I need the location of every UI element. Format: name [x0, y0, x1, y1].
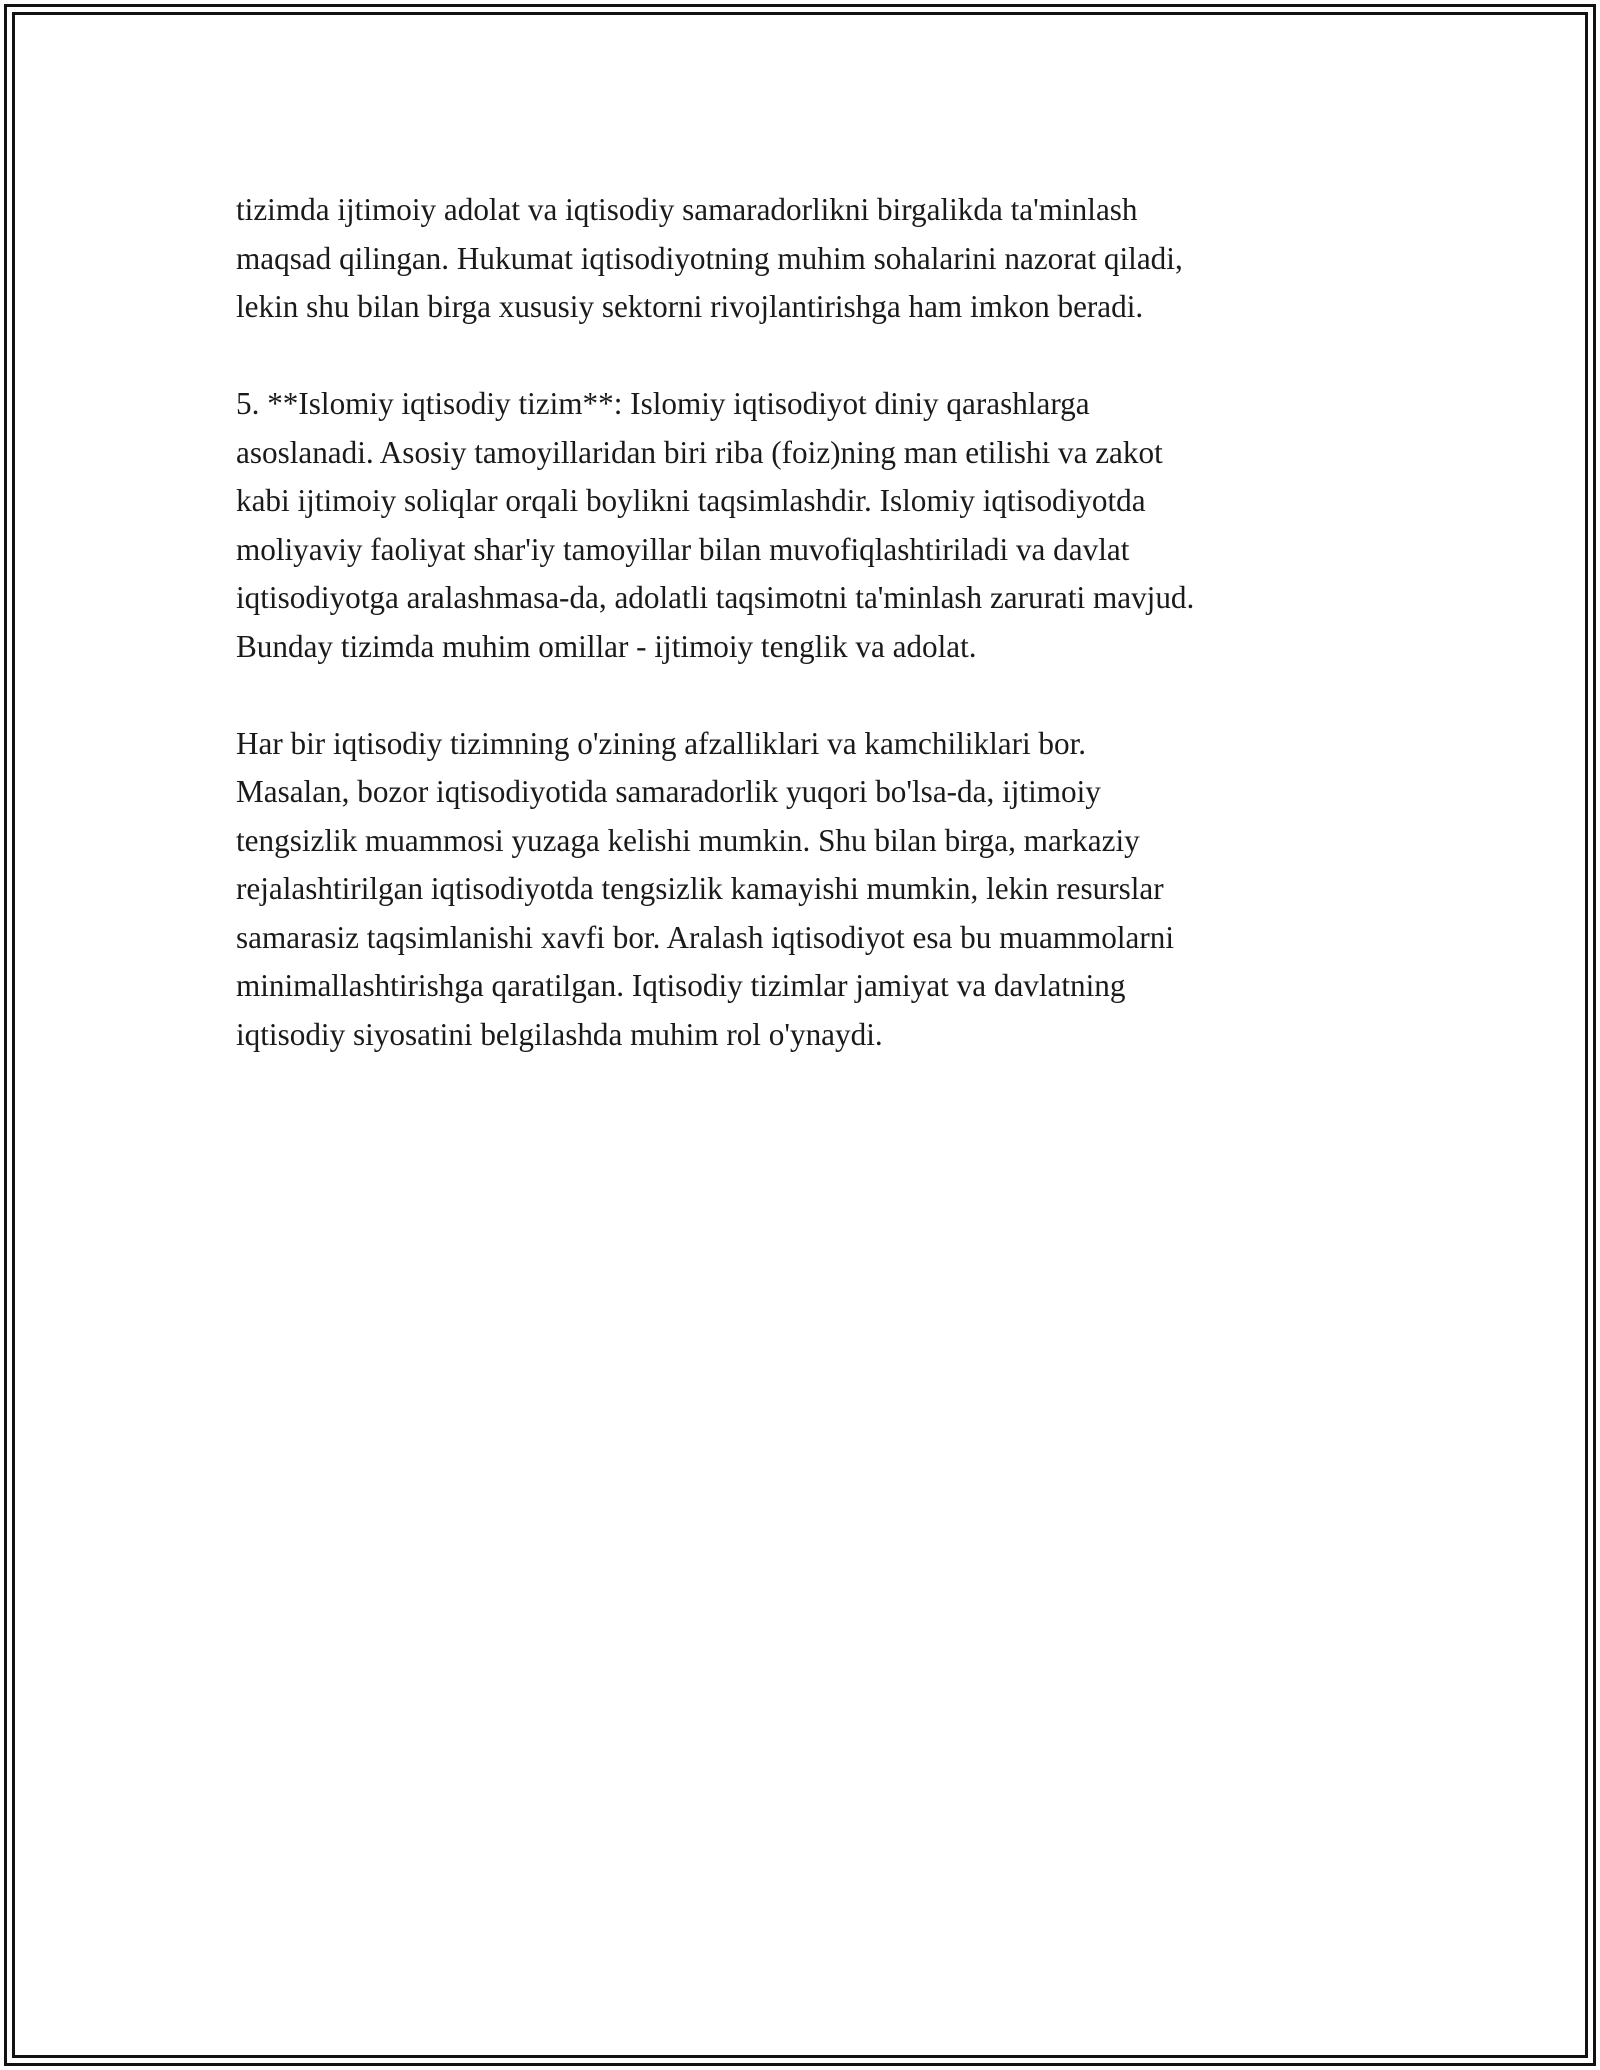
paragraph-islamic-economic-system: 5. **Islomiy iqtisodiy tizim**: Islomiy iqtisodiyot diniy qarashlarga asoslanadi. Asosiy tamoyillaridan biri riba (foiz)ning man etilishi va zakot kabi ijtimoiy soliqlar orqali boylikni taqsimlashdir. Islomiy iqtisodiyotda moliyaviy faoliyat shar'iy tamoyillar bilan muvofiqlashtiriladi va davlat iqtisodiyotga aralashmasa-da, adolatli taqsimotni ta'minlash zarurati mavjud. Bunday tizimda muhim omillar - ijtimoiy tenglik va adolat. — [236, 386, 1195, 664]
paragraph-mixed-economy-continuation: tizimda ijtimoiy adolat va iqtisodiy samaradorlikni birgalikda ta'minlash maqsad qilingan. Hukumat iqtisodiyotning muhim sohalarini nazorat qiladi, lekin shu bilan birga xususiy sektorni rivojlantirishga ham imkon beradi. — [236, 192, 1183, 324]
paragraph-systems-comparison: Har bir iqtisodiy tizimning o'zining afzalliklari va kamchiliklari bor. Masalan, bozor iqtisodiyotida samaradorlik yuqori bo'lsa-da, ijtimoiy tengsizlik muammosi yuzaga kelishi mumkin. Shu bilan birga, markaziy rejalashtirilgan iqtisodiyotda tengsizlik kamayishi mumkin, lekin resurslar samarasiz taqsimlanishi xavfi bor. Aralash iqtisodiyot esa bu muammolarni minimallashtirishga qaratilgan. Iqtisodiy tizimlar jamiyat va davlatning iqtisodiy siyosatini belgilashda muhim rol o'ynaydi. — [236, 725, 1175, 1052]
document-body — [236, 186, 1376, 1108]
